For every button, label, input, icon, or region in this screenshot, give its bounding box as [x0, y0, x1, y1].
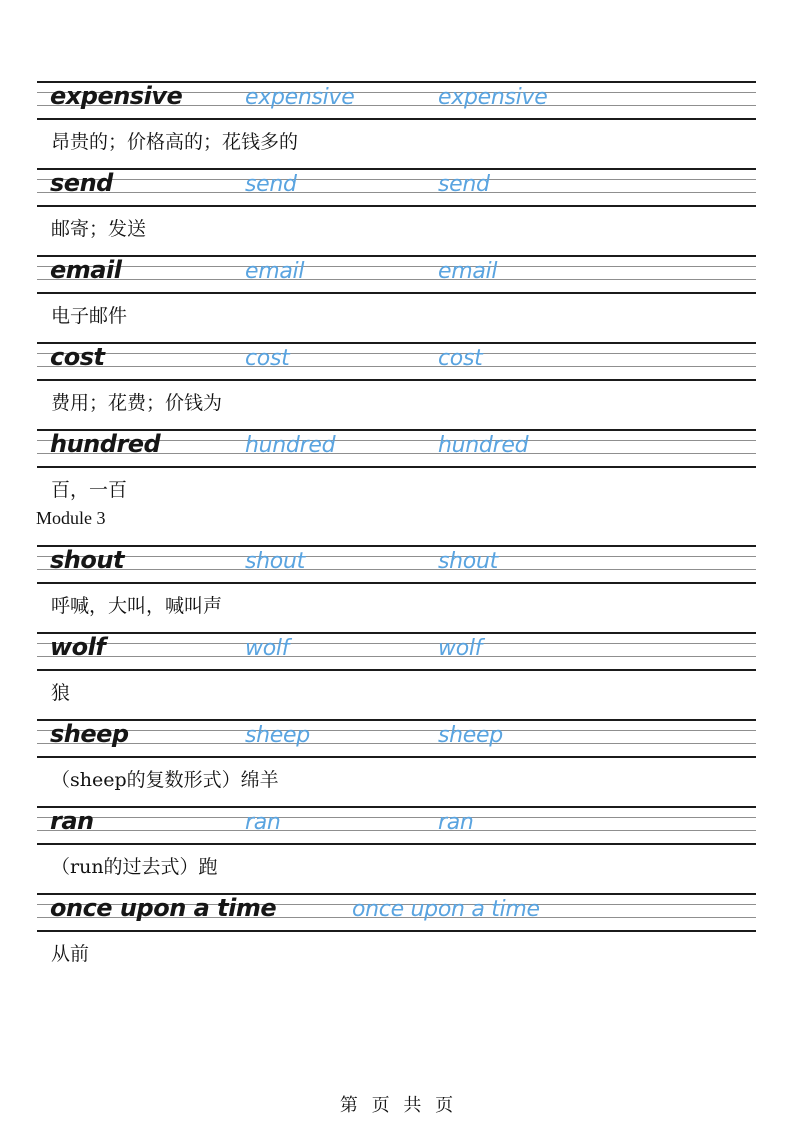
- guide-line-top: [37, 255, 756, 257]
- practice-row: [37, 342, 756, 429]
- trace-copy-2: hundred: [438, 433, 529, 458]
- guide-line-top: [37, 168, 756, 170]
- trace-copy-1: send: [245, 172, 297, 197]
- guide-line-bottom: [37, 205, 756, 207]
- practice-row: [37, 255, 756, 342]
- guide-line-bottom: [37, 843, 756, 845]
- trace-copy-2: expensive: [438, 85, 548, 110]
- trace-copy-2: email: [438, 259, 498, 284]
- practice-row: [37, 806, 756, 893]
- trace-copy-2: shout: [438, 549, 498, 574]
- practice-row: [37, 81, 756, 168]
- guide-line-bottom: [37, 466, 756, 468]
- trace-copy-1: wolf: [245, 636, 290, 661]
- guide-line-bottom: [37, 582, 756, 584]
- translation-text: 电子邮件: [51, 305, 128, 327]
- translation-text: 邮寄；发送: [51, 218, 147, 240]
- practice-row: [37, 429, 756, 516]
- guide-line-top: [37, 719, 756, 721]
- guide-line-bottom: [37, 669, 756, 671]
- translation-text: 费用；花费；价钱为: [51, 392, 223, 414]
- practice-row: [37, 719, 756, 806]
- page-footer: 第 页 共 页: [339, 1095, 454, 1116]
- guide-line-bottom: [37, 930, 756, 932]
- vocab-word: ran: [50, 807, 94, 835]
- vocab-word: cost: [50, 343, 105, 371]
- trace-copy-1: sheep: [245, 723, 310, 748]
- guide-line-upper-mid: [37, 556, 756, 557]
- trace-copy-2: wolf: [438, 636, 483, 661]
- translation-text: 呼喊，大叫，喊叫声: [51, 595, 223, 617]
- vocab-word: hundred: [50, 430, 161, 458]
- vocab-word: send: [50, 169, 113, 197]
- guide-line-upper-mid: [37, 817, 756, 818]
- translation-text: 狼: [51, 682, 71, 704]
- practice-row: [37, 545, 756, 632]
- translation-text: 从前: [51, 943, 90, 965]
- vocab-word: wolf: [50, 633, 106, 661]
- trace-copy-2: ran: [438, 810, 474, 835]
- translation-text: （sheep的复数形式）绵羊: [51, 769, 279, 791]
- guide-line-upper-mid: [37, 179, 756, 180]
- guide-line-baseline: [37, 192, 756, 193]
- guide-line-top: [37, 632, 756, 634]
- trace-copy-1: hundred: [245, 433, 336, 458]
- trace-copy-1: email: [245, 259, 305, 284]
- practice-row: [37, 168, 756, 255]
- vocab-word: expensive: [50, 82, 183, 110]
- translation-text: 百，一百: [51, 479, 128, 501]
- module-section-label: Module 3: [36, 508, 106, 528]
- vocab-word: once upon a time: [50, 894, 277, 922]
- guide-line-upper-mid: [37, 730, 756, 731]
- guide-line-upper-mid: [37, 353, 756, 354]
- guide-line-baseline: [37, 279, 756, 280]
- vocab-word: sheep: [50, 720, 129, 748]
- vocab-word: shout: [50, 546, 124, 574]
- guide-line-baseline: [37, 366, 756, 367]
- guide-line-top: [37, 342, 756, 344]
- guide-line-bottom: [37, 292, 756, 294]
- trace-copy-1: expensive: [245, 85, 355, 110]
- vocab-word: email: [50, 256, 122, 284]
- trace-copy-2: cost: [438, 346, 483, 371]
- guide-line-bottom: [37, 118, 756, 120]
- guide-line-baseline: [37, 569, 756, 570]
- trace-copy-2: send: [438, 172, 490, 197]
- translation-text: 昂贵的；价格高的；花钱多的: [51, 131, 299, 153]
- trace-copy-2: sheep: [438, 723, 503, 748]
- guide-line-baseline: [37, 743, 756, 744]
- practice-row: [37, 893, 756, 980]
- guide-line-bottom: [37, 379, 756, 381]
- trace-copy-1: once upon a time: [352, 897, 540, 922]
- guide-line-bottom: [37, 756, 756, 758]
- practice-row: [37, 632, 756, 719]
- trace-copy-1: shout: [245, 549, 305, 574]
- guide-line-top: [37, 806, 756, 808]
- guide-line-upper-mid: [37, 266, 756, 267]
- translation-text: （run的过去式）跑: [51, 856, 218, 878]
- trace-copy-1: cost: [245, 346, 290, 371]
- guide-line-top: [37, 545, 756, 547]
- guide-line-baseline: [37, 656, 756, 657]
- trace-copy-1: ran: [245, 810, 281, 835]
- guide-line-baseline: [37, 830, 756, 831]
- guide-line-upper-mid: [37, 643, 756, 644]
